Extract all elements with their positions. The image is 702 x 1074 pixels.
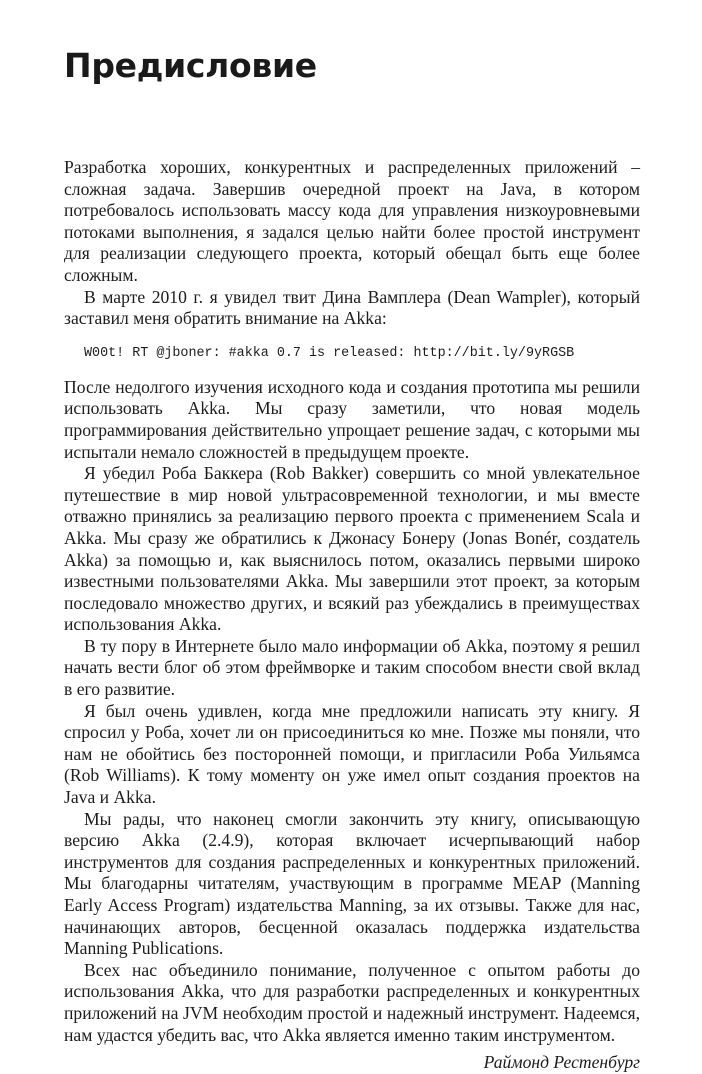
- paragraph-3: После недолгого изучения исходного кода и создания прототипа мы решили использовать Akka. Мы сразу заметили, что новая модель программирования действительно упрощает решение задач, с которыми мы испытали немало сложностей в предыдущем проекте.: [64, 376, 640, 462]
- paragraph-5: В ту пору в Интернете было мало информации об Akka, поэтому я решил начать вести блог об этом фреймворке и таким способом внести свой вклад в его развитие.: [64, 635, 640, 700]
- paragraph-7: Мы рады, что наконец смогли закончить эту книгу, описывающую версию Akka (2.4.9), которая включает исчерпывающий набор инструментов для создания распределенных и конкурентных приложений. Мы благодарны читателям, участвующим в программе MEAP (Manning Early Access Program) издательства Manning, за их отзывы. Также для нас, начинающих авторов, бесценной оказалась поддержка издательства Manning Publications.: [64, 808, 640, 959]
- paragraph-2: В марте 2010 г. я увидел твит Дина Вамплера (Dean Wampler), который заставил меня обратить внимание на Akka:: [64, 286, 640, 329]
- paragraph-6: Я был очень удивлен, когда мне предложили написать эту книгу. Я спросил у Роба, хочет ли он присоединиться ко мне. Позже мы поняли, что нам не обойтись без посторонней помощи, и пригласили Роба Уильямса (Rob Williams). К тому моменту он уже имел опыт создания проектов на Java и Akka.: [64, 700, 640, 808]
- paragraph-1: Разработка хороших, конкурентных и распределенных приложений – сложная задача. Завершив очередной проект на Java, в котором потребовалось использовать массу кода для управления низкоуровневыми потоками выполнения, я задался целью найти более простой инструмент для реализации следующего проекта, который обещал быть еще более сложным.: [64, 157, 640, 285]
- paragraph-8: Всех нас объединило понимание, полученное с опытом работы до использования Akka, что для разработки распределенных и конкурентных приложений на JVM необходим простой и надежный инструмент. Надеемся, нам удастся убедить вас, что Akka является именно таким инструментом.: [64, 959, 640, 1045]
- preface-body: [64, 157, 640, 1074]
- code-snippet: W00t! RT @jboner: #akka 0.7 is released: http://bit.ly/9yRGSB: [84, 345, 575, 361]
- page-title: Предисловие: [64, 46, 317, 85]
- author-signature: Раймонд Рестенбург: [483, 1052, 640, 1073]
- paragraph-4: Я убедил Роба Баккера (Rob Bakker) совершить со мной увлекательное путешествие в мир новой ультрасовременной технологии, и мы вместе отважно принялись за реализацию первого проекта с применением Scala и Akka. Мы сразу же обратились к Джонасу Бонеру (Jonas Bonér, создатель Akka) за помощью и, как выяснилось потом, оказались первыми широко известными пользователями Akka. Мы завершили этот проект, за которым последовало множество других, и всякий раз убеждались в преимуществах использования Akka.: [64, 463, 640, 635]
